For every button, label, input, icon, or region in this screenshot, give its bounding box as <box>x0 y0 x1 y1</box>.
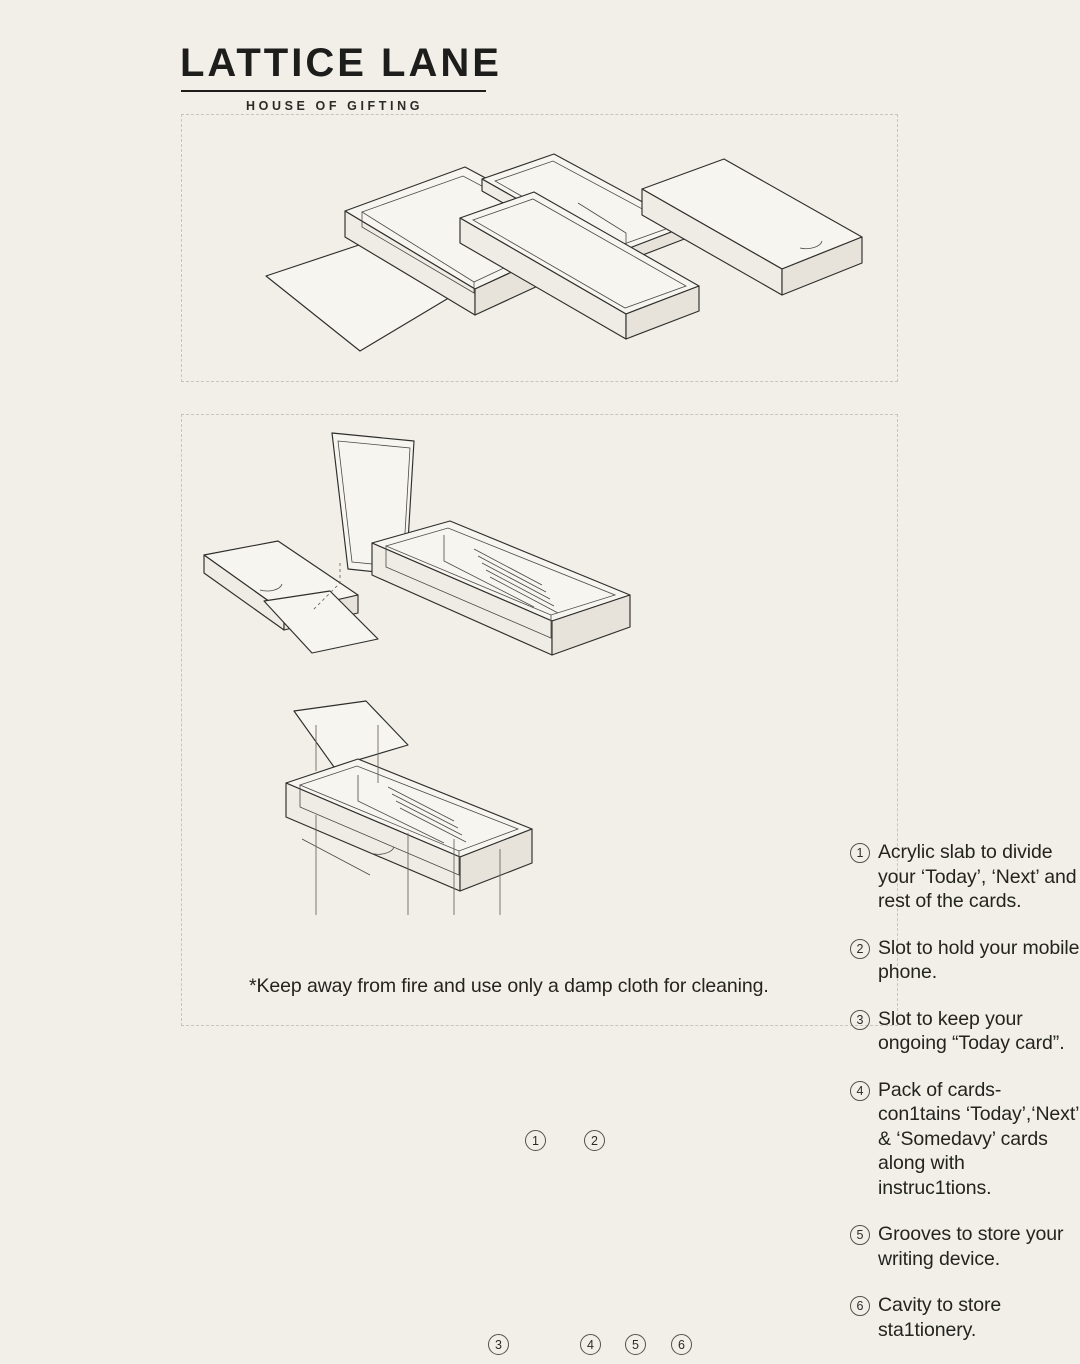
brand-header <box>180 42 700 113</box>
brand-tagline: HOUSE OF GIFTING <box>246 99 424 113</box>
legend-item-6 <box>850 1293 1080 1342</box>
legend-number-3: 3 <box>850 1010 870 1030</box>
brand-divider <box>181 90 486 92</box>
legend-item-5 <box>850 1222 1080 1271</box>
annotated-view-panel <box>181 414 1080 1352</box>
brand-name: LATTICE LANE <box>180 41 502 85</box>
callout-1: 1 <box>525 1130 546 1151</box>
callout-5: 5 <box>625 1334 646 1355</box>
legend-item-4 <box>850 1078 1080 1201</box>
callout-4: 4 <box>580 1334 601 1355</box>
callout-3: 3 <box>488 1334 509 1355</box>
legend-text-3: Slot to keep your ongoing “Today card”. <box>878 1007 1065 1054</box>
exploded-view-panel <box>181 114 898 382</box>
legend-number-5: 5 <box>850 1225 870 1245</box>
lower-assembly-group <box>286 701 532 915</box>
care-footnote: *Keep away from fire and use only a damp cloth for cleaning. <box>249 975 769 997</box>
legend-number-1: 1 <box>850 843 870 863</box>
legend-text-5: Grooves to store your writing device. <box>878 1223 1064 1270</box>
legend-text-4: Pack of cards-con1tains ‘Today’,‘Next’ & ‘Somedavy’ cards along with instruc1tions. <box>878 1078 1079 1199</box>
legend-list <box>850 840 1080 1364</box>
legend-item-3 <box>850 1007 1080 1056</box>
callout-6: 6 <box>671 1334 692 1355</box>
legend-item-1 <box>850 840 1080 914</box>
exploded-view-drawing <box>182 115 897 381</box>
legend-text-1: Acrylic slab to divide your ‘Today’, ‘Next’ and rest of the cards. <box>878 841 1077 912</box>
legend-number-2: 2 <box>850 939 870 959</box>
legend-item-2 <box>850 936 1080 985</box>
legend-number-6: 6 <box>850 1296 870 1316</box>
callout-2: 2 <box>584 1130 605 1151</box>
legend-number-4: 4 <box>850 1081 870 1101</box>
legend-text-2: Slot to hold your mobile phone. <box>878 936 1080 983</box>
upper-assembly-group <box>204 433 630 655</box>
annotated-view-drawing <box>182 415 662 955</box>
legend-text-6: Cavity to store sta1tionery. <box>878 1294 1002 1341</box>
